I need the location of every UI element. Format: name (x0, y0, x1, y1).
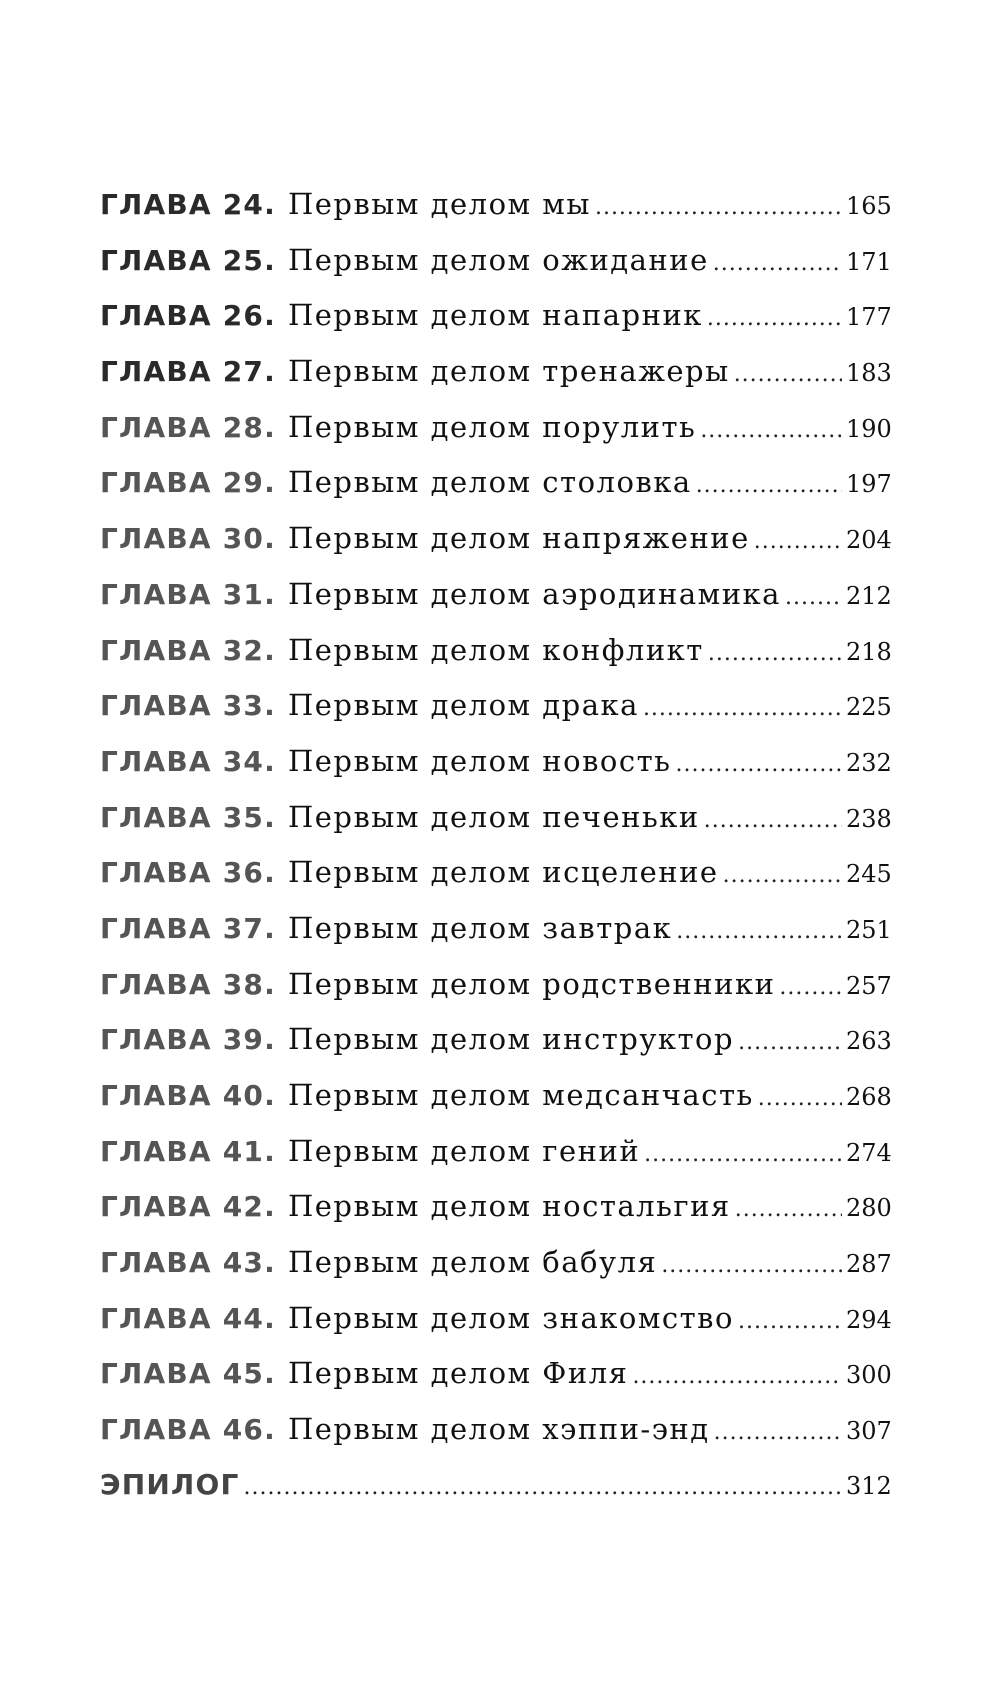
dot-leader (734, 355, 842, 395)
chapter-number: ГЛАВА 33. (100, 689, 276, 723)
page-number: 212 (846, 581, 892, 610)
toc-entry-chapter-27[interactable] (100, 351, 890, 407)
dot-leader (632, 1357, 842, 1397)
chapter-title: Первым делом медсанчасть (287, 1078, 754, 1112)
chapter-title: Первым делом печеньки (287, 799, 700, 834)
chapter-number: ГЛАВА 29. (100, 466, 276, 500)
chapter-number: ГЛАВА 36. (100, 856, 276, 890)
dot-leader (595, 188, 842, 228)
dot-leader (754, 522, 842, 562)
toc-entry-chapter-44[interactable] (100, 1298, 890, 1354)
toc-entry-chapter-39[interactable] (100, 1019, 890, 1075)
toc-entry-chapter-43[interactable] (100, 1242, 890, 1298)
page-number: 190 (846, 414, 892, 443)
chapter-number: ГЛАВА 32. (100, 633, 276, 667)
chapter-title: Первым делом напарник (287, 298, 703, 333)
chapter-title: Первым делом родственники (287, 966, 776, 1001)
toc-entry-chapter-40[interactable] (100, 1075, 890, 1131)
chapter-title: Первым делом гений (287, 1133, 641, 1168)
dot-leader (785, 578, 842, 618)
chapter-title: Первым делом ностальгия (287, 1189, 731, 1224)
chapter-number: ГЛАВА 46. (100, 1413, 276, 1447)
chapter-title: Первым делом знакомство (287, 1300, 734, 1335)
chapter-title: Первым делом порулить (287, 409, 697, 444)
chapter-number: ГЛАВА 27. (100, 355, 276, 389)
page-number: 197 (846, 470, 892, 499)
dot-leader (738, 1023, 842, 1063)
dot-leader (707, 299, 842, 339)
page-number: 274 (846, 1138, 892, 1167)
chapter-number: ГЛАВА 43. (100, 1246, 276, 1280)
page-number: 312 (846, 1471, 892, 1500)
toc-entry-chapter-36[interactable] (100, 852, 890, 908)
chapter-number: ГЛАВА 38. (100, 967, 276, 1001)
dot-leader (244, 1468, 842, 1508)
toc-entry-chapter-37[interactable] (100, 908, 890, 964)
page-number: 232 (846, 748, 892, 777)
toc-entry-epilog[interactable] (100, 1465, 890, 1521)
dot-leader (676, 912, 842, 952)
toc-entry-chapter-34[interactable] (100, 741, 890, 797)
dot-leader (758, 1079, 842, 1119)
chapter-title: Первым делом мы (287, 187, 591, 221)
chapter-number: ГЛАВА 26. (100, 299, 276, 333)
dot-leader (644, 1135, 842, 1175)
chapter-title: Первым делом конфликт (287, 632, 704, 667)
toc-entry-chapter-33[interactable] (100, 685, 890, 741)
chapter-title: Первым делом столовка (287, 465, 692, 500)
page-number: 294 (846, 1305, 892, 1334)
chapter-title: Первым делом напряжение (287, 521, 750, 556)
dot-leader (643, 689, 842, 729)
dot-leader (723, 856, 842, 896)
dot-leader (704, 801, 842, 841)
page-number: 183 (846, 359, 892, 388)
chapter-number: ГЛАВА 30. (100, 522, 276, 556)
dot-leader (713, 244, 842, 284)
page-number: 268 (846, 1083, 892, 1111)
page-number: 263 (846, 1027, 892, 1056)
dot-leader (661, 1246, 842, 1286)
toc-entry-chapter-38[interactable] (100, 964, 890, 1020)
page-number: 204 (846, 526, 892, 555)
chapter-number: ГЛАВА 24. (100, 188, 276, 221)
chapter-number: ГЛАВА 35. (100, 800, 276, 834)
page-number: 165 (846, 192, 892, 220)
chapter-number: ГЛАВА 39. (100, 1023, 276, 1057)
page-number: 177 (846, 303, 892, 332)
toc-entry-chapter-45[interactable] (100, 1353, 890, 1409)
toc-entry-chapter-29[interactable] (100, 462, 890, 518)
dot-leader (675, 745, 842, 785)
epilog-label: ЭПИЛОГ (100, 1467, 240, 1501)
page-number: 171 (846, 247, 892, 276)
chapter-title: Первым делом исцеление (287, 855, 719, 890)
chapter-number: ГЛАВА 25. (100, 243, 276, 277)
table-of-contents (100, 184, 890, 1521)
toc-entry-chapter-30[interactable] (100, 518, 890, 574)
dot-leader (700, 411, 842, 451)
chapter-title: Первым делом хэппи-энд (287, 1412, 710, 1447)
chapter-number: ГЛАВА 34. (100, 744, 276, 778)
chapter-number: ГЛАВА 37. (100, 911, 276, 945)
dot-leader (779, 968, 842, 1008)
page-number: 218 (846, 637, 892, 666)
chapter-number: ГЛАВА 44. (100, 1301, 276, 1335)
toc-entry-chapter-26[interactable] (100, 295, 890, 351)
toc-entry-chapter-42[interactable] (100, 1186, 890, 1242)
page-number: 238 (846, 804, 892, 833)
dot-leader (696, 466, 842, 506)
page-number: 287 (846, 1250, 892, 1279)
chapter-number: ГЛАВА 41. (100, 1134, 276, 1168)
chapter-title: Первым делом завтрак (287, 910, 673, 945)
page-number: 307 (846, 1417, 892, 1446)
chapter-title: Первым делом бабуля (287, 1245, 658, 1280)
page-number: 280 (846, 1194, 892, 1223)
dot-leader (735, 1190, 842, 1230)
chapter-title: Первым делом тренажеры (287, 354, 730, 389)
chapter-number: ГЛАВА 28. (100, 410, 276, 444)
chapter-title: Первым делом драка (287, 688, 639, 723)
page-number: 251 (846, 915, 892, 944)
toc-entry-chapter-35[interactable] (100, 797, 890, 853)
page-number: 257 (846, 971, 892, 1000)
chapter-title: Первым делом Филя (287, 1356, 629, 1391)
toc-entry-chapter-28[interactable] (100, 407, 890, 463)
chapter-title: Первым делом ожидание (287, 242, 709, 277)
dot-leader (708, 634, 842, 674)
chapter-number: ГЛАВА 42. (100, 1190, 276, 1224)
chapter-title: Первым делом аэродинамика (287, 576, 781, 611)
toc-entry-chapter-46[interactable] (100, 1409, 890, 1465)
chapter-number: ГЛАВА 40. (100, 1079, 276, 1112)
chapter-title: Первым делом инструктор (287, 1022, 735, 1057)
toc-entry-chapter-41[interactable] (100, 1131, 890, 1187)
toc-entry-chapter-25[interactable] (100, 240, 890, 296)
chapter-title: Первым делом новость (287, 743, 672, 778)
dot-leader (738, 1302, 842, 1342)
chapter-number: ГЛАВА 45. (100, 1357, 276, 1391)
toc-entry-chapter-24[interactable] (100, 184, 890, 240)
page-number: 245 (846, 860, 892, 889)
page-number: 300 (846, 1361, 892, 1390)
page-number: 225 (846, 693, 892, 722)
dot-leader (714, 1413, 842, 1453)
toc-entry-chapter-31[interactable] (100, 574, 890, 630)
chapter-number: ГЛАВА 31. (100, 577, 276, 611)
toc-entry-chapter-32[interactable] (100, 630, 890, 686)
